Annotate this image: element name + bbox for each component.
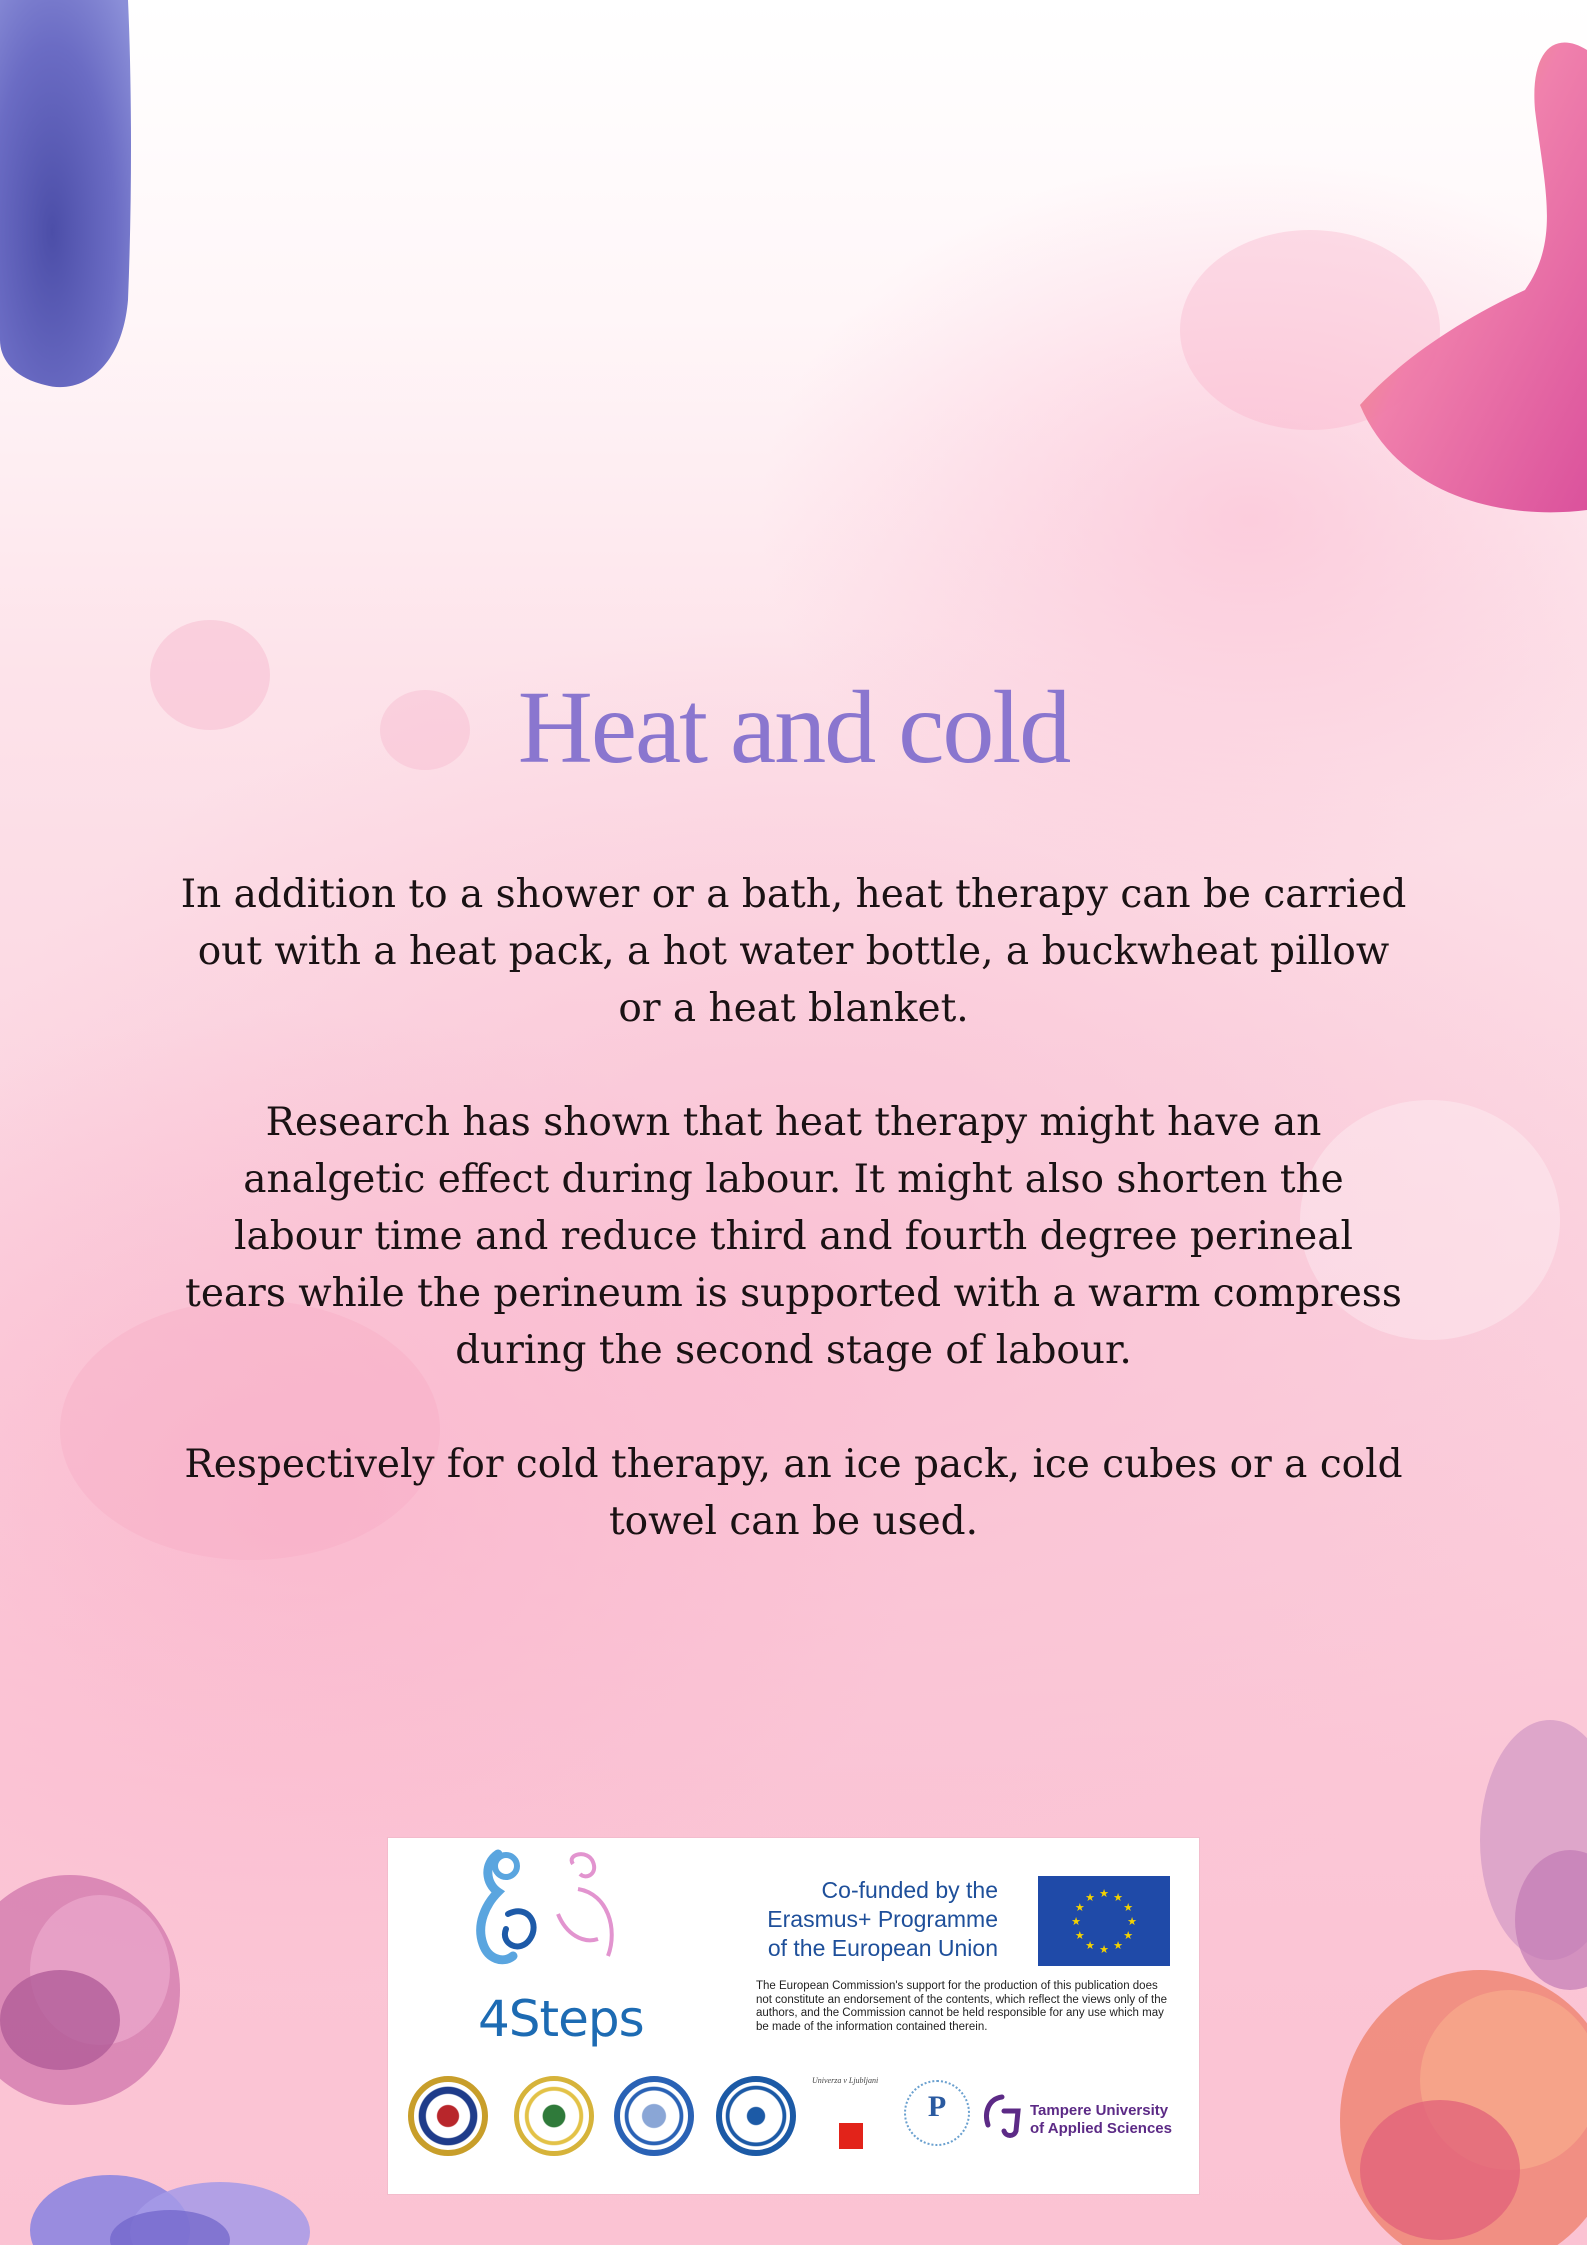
paragraph-cold-therapy: Respectively for cold therapy, an ice pack, ice cubes or a cold towel can be used.	[184, 1442, 1403, 1544]
eu-flag-icon	[1038, 1876, 1170, 1966]
coral-flower-right-decoration	[1320, 1700, 1587, 2245]
tamk-logo-icon	[980, 2091, 1026, 2141]
eu-star-icon: ★	[1113, 1890, 1123, 1904]
partner-seal-2-icon	[514, 2076, 594, 2156]
4steps-logo-text: 4Steps	[478, 1990, 644, 2048]
paragraph-heat-methods: In addition to a shower or a bath, heat therapy can be carried out with a heat pack, a hot water bottle, a buckwheat pillow or a heat blanket.	[180, 872, 1407, 1031]
purple-petal-decoration	[0, 0, 140, 400]
eu-star-icon: ★	[1085, 1939, 1095, 1953]
eu-star-icon: ★	[1123, 1901, 1134, 1914]
paragraph-research: Research has shown that heat therapy might have an analgetic effect during labour. It might also shorten the labour time and reduce third and fourth degree perineal tears while the perineum is supported with a warm compress during the second stage of labour.	[185, 1100, 1402, 1373]
partner-seal-3-icon	[614, 2076, 694, 2156]
eu-star-icon: ★	[1099, 1943, 1109, 1956]
page-title: Heat and cold	[517, 670, 1070, 785]
eu-star-icon: ★	[1123, 1929, 1134, 1942]
primorska-p-icon: P	[927, 2090, 947, 2123]
eu-star-icon: ★	[1113, 1939, 1123, 1953]
eu-star-icon: ★	[1085, 1890, 1095, 1904]
eu-disclaimer-text: The European Commission's support for the production of this publication does not constitute an endorsement of the contents, which reflect the views only of the authors, and the Commission cannot be held responsible for any use which may be made of the information contained therein.	[756, 1980, 1168, 2033]
4steps-logo-icon	[458, 1844, 638, 1994]
partner-seal-4-icon	[716, 2076, 796, 2156]
partner-seal-1-icon	[408, 2076, 488, 2156]
eu-star-icon: ★	[1127, 1915, 1137, 1928]
pink-flower-left-decoration	[0, 1860, 190, 2130]
pink-petal-decoration	[1340, 30, 1587, 530]
ljubljana-logo-label: Univerza v Ljubljani	[812, 2076, 879, 2085]
tamk-logo-text: Tampere University of Applied Sciences	[1030, 2102, 1172, 2137]
eu-star-icon: ★	[1074, 1929, 1085, 1942]
purple-flower-bottom-decoration	[30, 2170, 310, 2245]
ljubljana-logo-icon	[839, 2123, 863, 2149]
eu-funding-text: Co-funded by the Erasmus+ Programme of the European Union	[767, 1877, 998, 1961]
eu-star-icon: ★	[1071, 1915, 1081, 1928]
eu-star-icon: ★	[1099, 1887, 1109, 1900]
partner-logos-panel	[388, 1838, 1199, 2194]
eu-star-icon: ★	[1074, 1901, 1085, 1914]
body-text	[180, 866, 1407, 1607]
